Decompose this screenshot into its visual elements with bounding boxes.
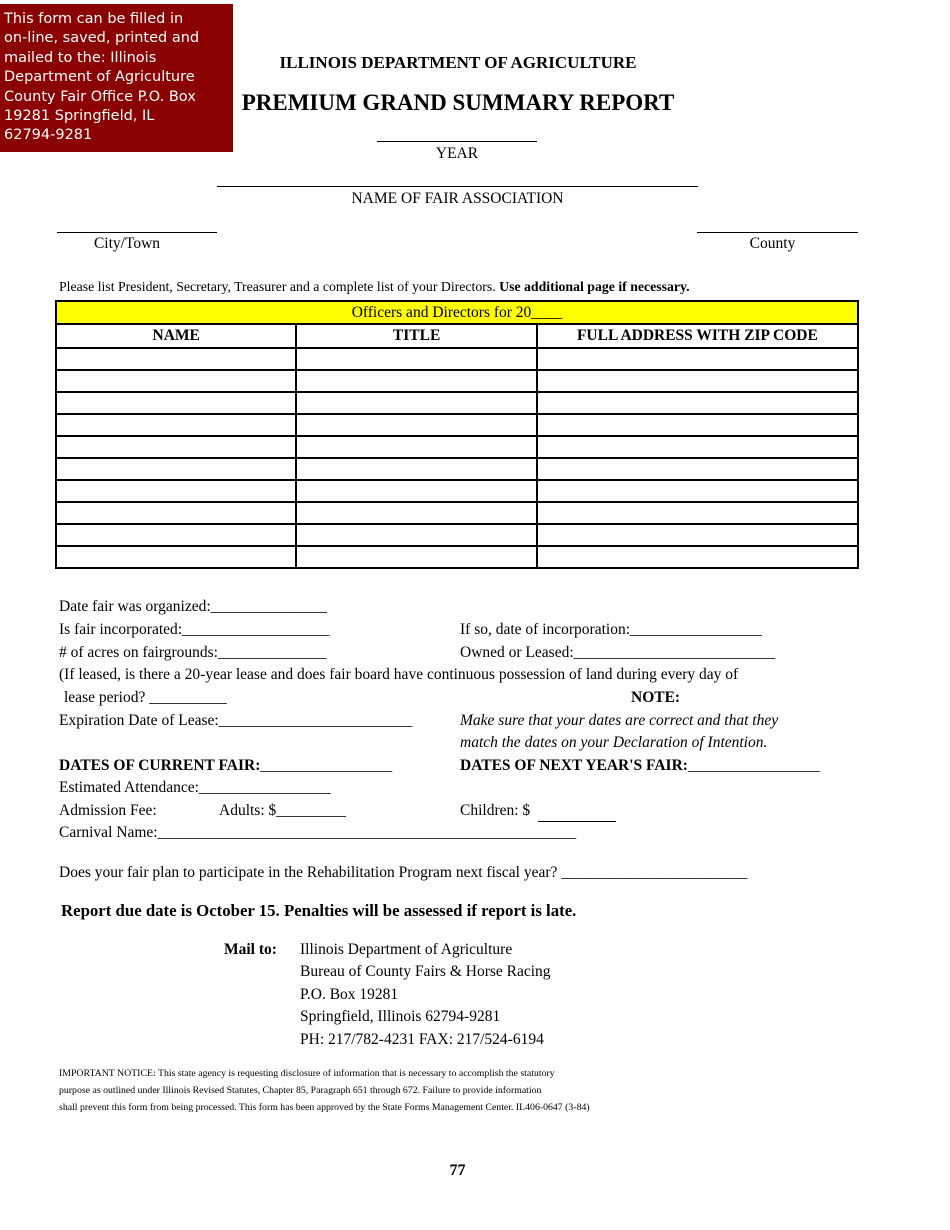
owned-leased-field[interactable]: Owned or Leased:__________________________: [460, 644, 776, 661]
notice-line: mailed to the: Illinois: [4, 49, 157, 66]
mail-address-line: Bureau of County Fairs & Horse Racing: [300, 963, 551, 980]
admission-fee-label: Admission Fee:: [59, 802, 157, 819]
address-cell[interactable]: [537, 436, 858, 458]
name-cell[interactable]: [56, 480, 296, 502]
title-cell[interactable]: [296, 502, 536, 524]
instructions-text: Please list President, Secretary, Treasurer and a complete list of your Directors.: [59, 279, 496, 294]
column-header-name: NAME: [56, 324, 296, 348]
page-title: PREMIUM GRAND SUMMARY REPORT: [241, 90, 675, 115]
address-cell[interactable]: [537, 348, 858, 370]
rehab-program-field[interactable]: Does your fair plan to participate in the Rehabilitation Program next fiscal year? ________________________: [59, 864, 748, 881]
incorporated-field[interactable]: Is fair incorporated:___________________: [59, 621, 330, 638]
year-line[interactable]: [377, 141, 537, 142]
county-line[interactable]: [697, 232, 858, 233]
current-fair-dates-field[interactable]: [59, 757, 392, 775]
mail-to-label: Mail to:: [224, 941, 277, 958]
important-notice-line: shall prevent this form from being processed. This form has been approved by the State Forms Management Center. IL406-0647 (3-84): [59, 1102, 590, 1113]
title-cell[interactable]: [296, 546, 536, 568]
mail-address-line: Illinois Department of Agriculture: [300, 941, 513, 958]
address-cell[interactable]: [537, 370, 858, 392]
year-label: YEAR: [435, 145, 479, 162]
table-row: [56, 546, 858, 568]
address-cell[interactable]: [537, 502, 858, 524]
title-cell[interactable]: [296, 458, 536, 480]
lease-question-line-1: (If leased, is there a 20-year lease and does fair board have continuous possession of land during every day of: [59, 666, 739, 683]
name-cell[interactable]: [56, 524, 296, 546]
notice-line: County Fair Office P.O. Box: [4, 88, 196, 105]
notice-line: This form can be filled in: [4, 11, 184, 27]
mail-address-line: P.O. Box 19281: [300, 986, 399, 1003]
city-label: City/Town: [93, 235, 161, 252]
table-row: [56, 370, 858, 392]
important-notice-line: purpose as outlined under Illinois Revised Statutes, Chapter 85, Paragraph 651 through 672. Failure to provide information: [59, 1085, 542, 1096]
name-cell[interactable]: [56, 436, 296, 458]
date-organized-field[interactable]: Date fair was organized:_______________: [59, 598, 327, 615]
address-cell[interactable]: [537, 546, 858, 568]
adults-fee-field[interactable]: Adults: $_________: [219, 802, 347, 819]
important-notice-line: IMPORTANT NOTICE: This state agency is requesting disclosure of information that is necessary to accomplish the statutory: [59, 1068, 555, 1079]
table-row: [56, 392, 858, 414]
notice-line: on-line, saved, printed and: [4, 30, 200, 47]
note-text-line-1: Make sure that your dates are correct and that they: [460, 712, 779, 729]
name-cell[interactable]: [56, 458, 296, 480]
incorporation-date-field[interactable]: If so, date of incorporation:_________________: [460, 621, 762, 638]
department-name: ILLINOIS DEPARTMENT OF AGRICULTURE: [279, 53, 637, 72]
note-text-line-2: match the dates on your Declaration of Intention.: [460, 734, 768, 751]
title-cell[interactable]: [296, 370, 536, 392]
online-filing-notice: [0, 4, 233, 152]
column-header-address: FULL ADDRESS WITH ZIP CODE: [537, 324, 858, 348]
due-date-notice: Report due date is October 15. Penalties will be assessed if report is late.: [61, 901, 577, 920]
title-cell[interactable]: [296, 348, 536, 370]
children-fee-line[interactable]: [538, 821, 616, 822]
table-row: [56, 524, 858, 546]
mail-address-line: Springfield, Illinois 62794-9281: [300, 1008, 501, 1025]
table-row: [56, 458, 858, 480]
acres-field[interactable]: # of acres on fairgrounds:______________: [59, 644, 327, 661]
instructions-bold-text: Use additional page if necessary.: [499, 279, 690, 294]
officers-table: [55, 300, 859, 569]
address-cell[interactable]: [537, 480, 858, 502]
title-cell[interactable]: [296, 392, 536, 414]
column-header-title: TITLE: [296, 324, 536, 348]
address-cell[interactable]: [537, 392, 858, 414]
address-cell[interactable]: [537, 414, 858, 436]
table-row: [56, 480, 858, 502]
name-cell[interactable]: [56, 546, 296, 568]
lease-expiration-field[interactable]: Expiration Date of Lease:_________________________: [59, 712, 413, 729]
name-cell[interactable]: [56, 370, 296, 392]
city-line[interactable]: [57, 232, 217, 233]
name-cell[interactable]: [56, 348, 296, 370]
notice-line: 19281 Springfield, IL: [4, 108, 155, 125]
next-fair-dates-field[interactable]: [460, 757, 820, 775]
notice-line: Department of Agriculture: [4, 69, 195, 86]
next-fair-label: DATES OF NEXT YEAR'S FAIR:: [460, 757, 688, 774]
county-label: County: [749, 235, 796, 252]
table-row: [56, 414, 858, 436]
current-fair-blank[interactable]: _________________: [260, 757, 393, 774]
current-fair-label: DATES OF CURRENT FAIR:: [59, 757, 261, 774]
lease-question-line-2[interactable]: lease period? __________: [64, 689, 227, 706]
title-cell[interactable]: [296, 414, 536, 436]
name-cell[interactable]: [56, 414, 296, 436]
address-cell[interactable]: [537, 524, 858, 546]
table-row: [56, 502, 858, 524]
mail-phone-fax: PH: 217/782-4231 FAX: 217/524-6194: [300, 1031, 544, 1048]
fair-association-label: NAME OF FAIR ASSOCIATION: [351, 190, 564, 207]
name-cell[interactable]: [56, 502, 296, 524]
officers-table-caption: Officers and Directors for 20____: [56, 301, 858, 324]
next-fair-blank[interactable]: _________________: [687, 757, 820, 774]
instructions: [59, 279, 690, 295]
name-cell[interactable]: [56, 392, 296, 414]
fair-association-line[interactable]: [217, 186, 698, 187]
table-row: [56, 436, 858, 458]
title-cell[interactable]: [296, 480, 536, 502]
carnival-name-field[interactable]: Carnival Name:______________________________________________________: [59, 824, 577, 841]
title-cell[interactable]: [296, 436, 536, 458]
title-cell[interactable]: [296, 524, 536, 546]
attendance-field[interactable]: Estimated Attendance:_________________: [59, 779, 331, 796]
notice-line: 62794-9281: [4, 127, 93, 144]
note-label: NOTE:: [631, 689, 681, 706]
table-row: [56, 348, 858, 370]
children-fee-label: Children: $: [460, 802, 531, 819]
address-cell[interactable]: [537, 458, 858, 480]
page-number: 77: [449, 1162, 466, 1179]
